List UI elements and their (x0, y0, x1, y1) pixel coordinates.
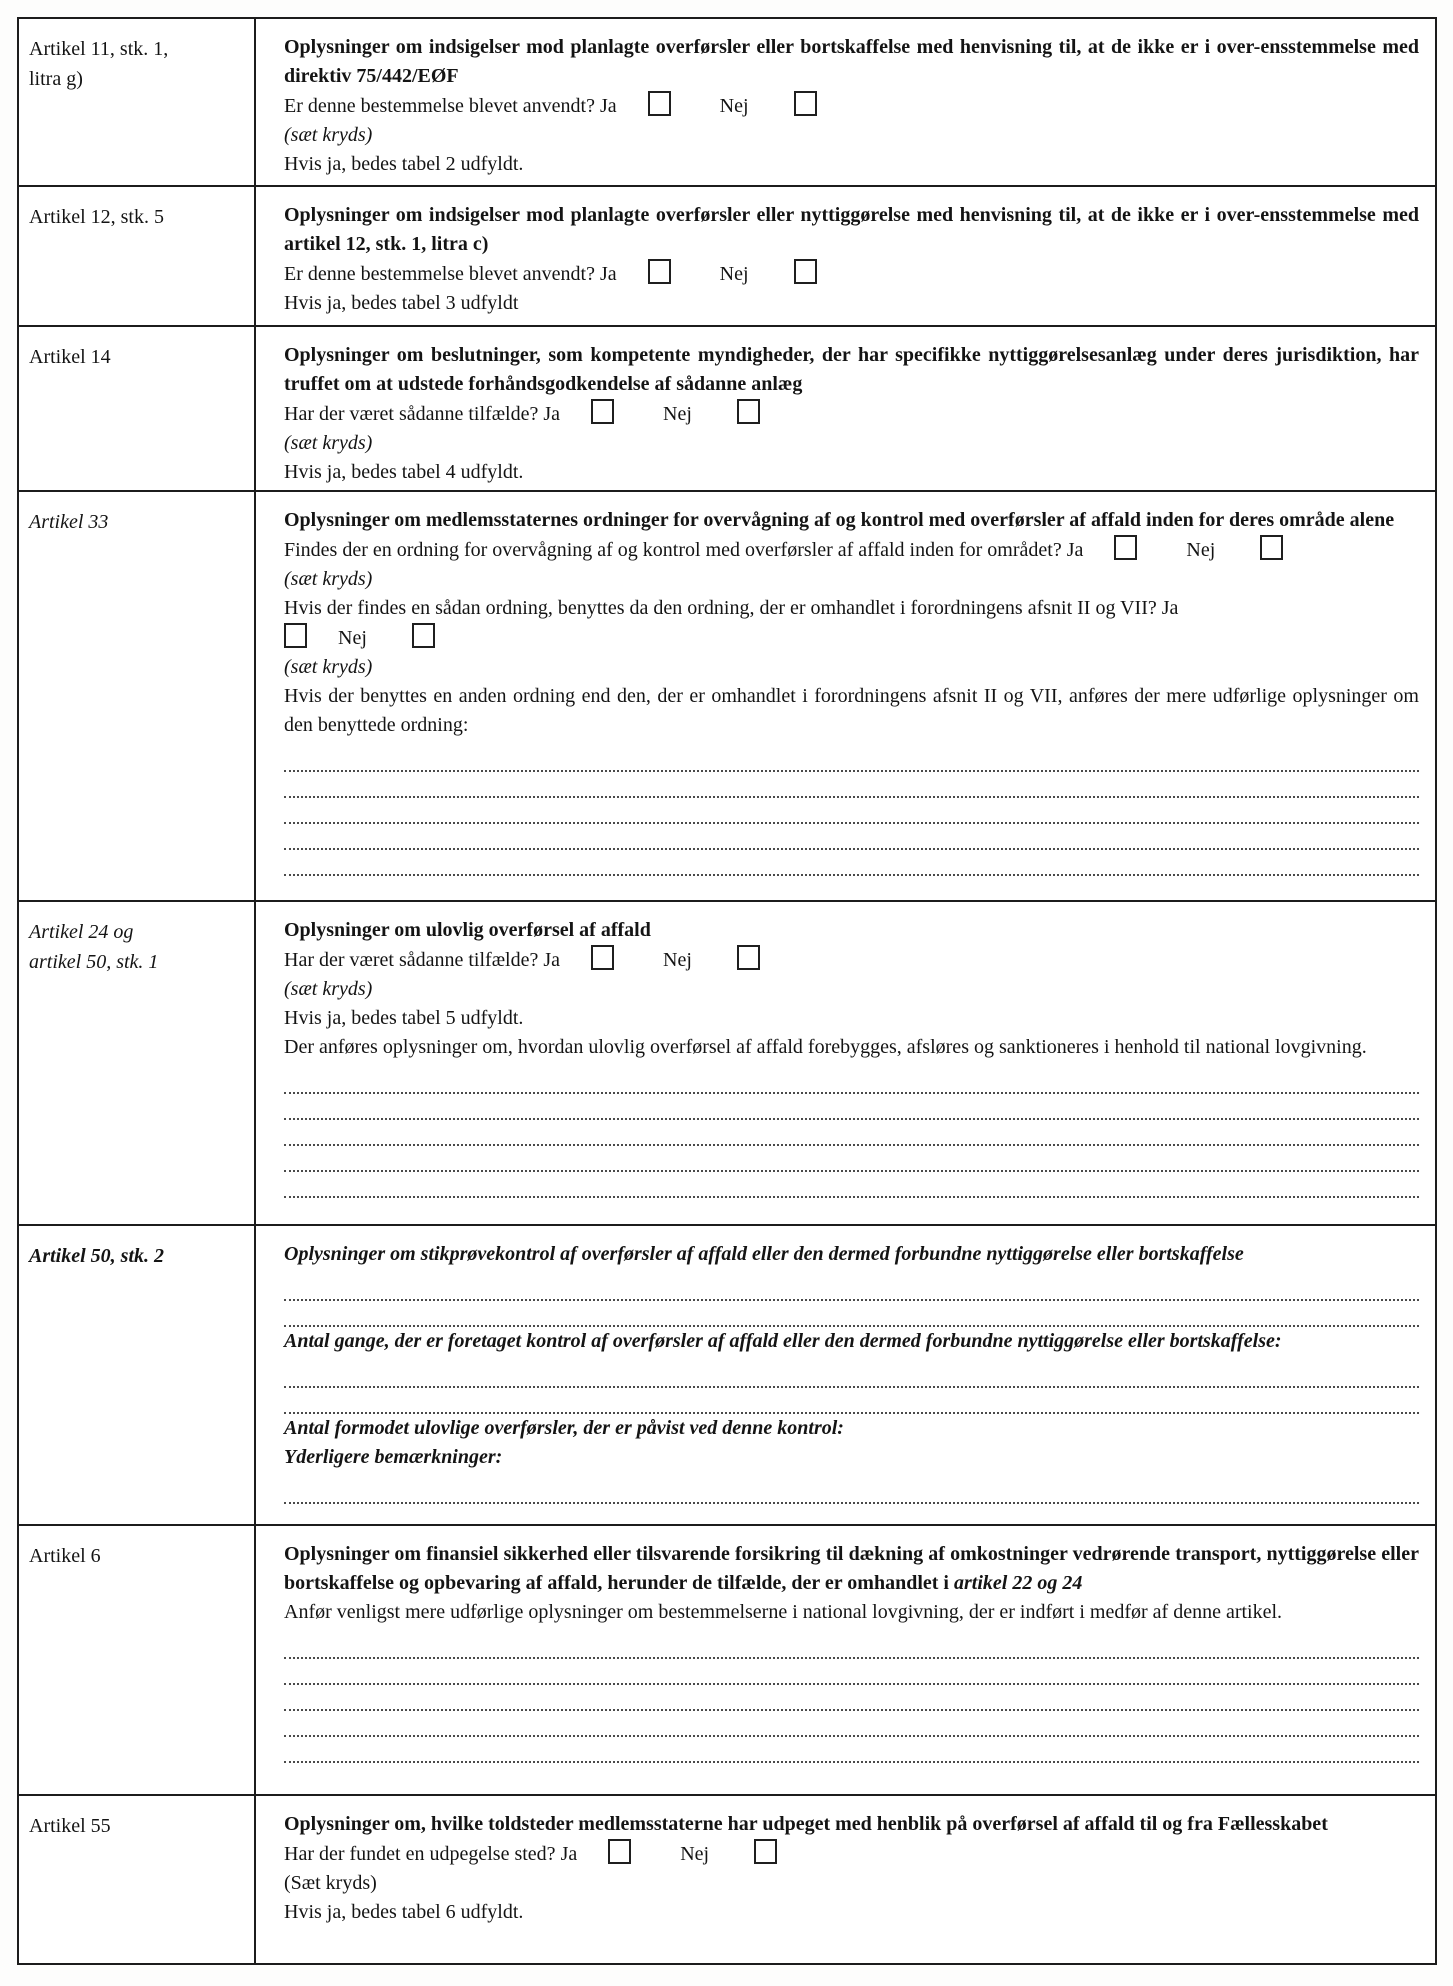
paragraph-text: Hvis der benyttes en anden ordning end den, der er omhandlet i forordningens afsnit II og VII, anføres der mere udførlige oplysninger om den benyttede ordning: (284, 685, 1419, 736)
question-line (284, 1839, 1419, 1869)
writing-area (284, 1362, 1419, 1414)
nej-label: Nej (719, 263, 749, 285)
content-cell (256, 1526, 1435, 1794)
article-reference: Artikel 11, stk. 1, (29, 38, 169, 60)
table-row (19, 492, 1435, 902)
dotted-writing-line (284, 1388, 1419, 1414)
checkbox-nej[interactable] (794, 259, 817, 284)
row-heading: Oplysninger om beslutninger, som kompetente myndigheder, der har specifikke nyttiggørelsesanlæg under deres jurisdiktion, har truffet om at udstede forhåndsgodkendelse af sådanne anlæg (284, 344, 1419, 395)
article-reference: artikel 50, stk. 1 (29, 951, 159, 973)
heading-text: Oplysninger om finansiel sikkerhed eller tilsvarende forsikring til dækning af omkostninger vedrørende transport, nyttiggørelse eller bortskaffelse og opbevaring af affald, herunder de tilfælde, der er omhandlet i (284, 1543, 1419, 1594)
question-line (284, 399, 1419, 429)
dotted-writing-line (284, 824, 1419, 850)
content-cell (256, 1226, 1435, 1524)
nej-label: Nej (338, 627, 367, 649)
table-row (19, 187, 1435, 327)
dotted-writing-line (284, 1711, 1419, 1737)
question-text: Har der været sådanne tilfælde? (284, 403, 539, 425)
form-table (17, 17, 1437, 1965)
checkbox-nej[interactable] (412, 623, 435, 648)
dotted-writing-line (284, 1120, 1419, 1146)
dotted-writing-line (284, 1301, 1419, 1327)
dotted-writing-line (284, 1633, 1419, 1659)
hint-text: Hvis ja, bedes tabel 4 udfyldt. (284, 461, 524, 483)
dotted-writing-line (284, 1068, 1419, 1094)
ja-label: Ja (543, 403, 561, 425)
content-cell (256, 492, 1435, 900)
row-heading: Oplysninger om stikprøvekontrol af overførsler af affald eller den dermed forbundne nyttiggørelse eller bortskaffelse (284, 1243, 1244, 1265)
checkbox-ja[interactable] (591, 399, 614, 424)
writing-area (284, 1068, 1419, 1198)
article-reference: Artikel 55 (29, 1815, 111, 1837)
heading-emphasis: artikel 22 og 24 (953, 1572, 1083, 1594)
field-label: Yderligere bemærkninger: (284, 1446, 503, 1468)
dotted-writing-line (284, 1094, 1419, 1120)
hint-text: Hvis ja, bedes tabel 5 udfyldt. (284, 1007, 524, 1029)
ja-label: Ja (1161, 597, 1179, 619)
article-reference: litra g) (29, 68, 83, 90)
content-cell (256, 19, 1435, 185)
nej-label: Nej (719, 95, 749, 117)
ja-label: Ja (600, 263, 617, 285)
question-text: Har der været sådanne tilfælde? (284, 949, 539, 971)
content-cell (256, 902, 1435, 1224)
checkbox-nej[interactable] (737, 945, 760, 970)
dotted-writing-line (284, 798, 1419, 824)
paragraph-text: Anfør venligst mere udførlige oplysninger om bestemmelserne i national lovgivning, der er indført i medfør af denne artikel. (284, 1601, 1283, 1623)
question-line (284, 945, 1419, 975)
article-cell (19, 327, 256, 490)
question-text: Findes der en ordning for overvågning af og kontrol med overførsler af affald inden for området? (284, 539, 1062, 561)
row-heading (284, 1540, 1419, 1598)
article-reference: Artikel 24 og (29, 921, 134, 943)
article-reference: Artikel 12, stk. 5 (29, 206, 164, 228)
dotted-writing-line (284, 1172, 1419, 1198)
row-heading: Oplysninger om ulovlig overførsel af affald (284, 919, 651, 941)
question-checkbox-line (284, 623, 1419, 653)
nej-label: Nej (1186, 539, 1216, 561)
question-line (284, 259, 1419, 289)
hint-text: Hvis ja, bedes tabel 3 udfyldt (284, 292, 519, 314)
article-cell (19, 187, 256, 325)
dotted-writing-line (284, 1362, 1419, 1388)
question-line (284, 594, 1419, 623)
content-cell (256, 1796, 1435, 1963)
checkbox-ja[interactable] (284, 623, 307, 648)
dotted-writing-line (284, 850, 1419, 876)
table-row (19, 902, 1435, 1226)
writing-area (284, 1633, 1419, 1763)
dotted-writing-line (284, 1659, 1419, 1685)
writing-area (284, 1275, 1419, 1327)
article-cell (19, 492, 256, 900)
content-cell (256, 187, 1435, 325)
row-heading: Oplysninger om, hvilke toldsteder medlemsstaterne har udpeget med henblik på overførsel af affald til og fra Fællesskabet (284, 1813, 1328, 1835)
writing-area (284, 746, 1419, 876)
hint-text: Hvis ja, bedes tabel 6 udfyldt. (284, 1901, 524, 1923)
question-text: Hvis der findes en sådan ordning, benyttes da den ordning, der er omhandlet i forordningens afsnit II og VII? (284, 597, 1157, 619)
ja-label: Ja (1066, 539, 1084, 561)
table-row (19, 1226, 1435, 1526)
table-row (19, 1526, 1435, 1796)
checkbox-nej[interactable] (1260, 535, 1283, 560)
nej-label: Nej (680, 1843, 710, 1865)
question-text: Har der fundet en udpegelse sted? (284, 1843, 556, 1865)
checkbox-nej[interactable] (754, 1839, 777, 1864)
dotted-writing-line (284, 1685, 1419, 1711)
content-cell (256, 327, 1435, 490)
writing-area (284, 1478, 1419, 1524)
dotted-writing-line (284, 746, 1419, 772)
article-reference: Artikel 6 (29, 1545, 101, 1567)
checkbox-nej[interactable] (737, 399, 760, 424)
checkbox-ja[interactable] (648, 91, 671, 116)
hint-text: Hvis ja, bedes tabel 2 udfyldt. (284, 153, 524, 175)
dotted-writing-line (284, 1275, 1419, 1301)
checkbox-ja[interactable] (591, 945, 614, 970)
field-label: Antal gange, der er foretaget kontrol af overførsler af affald eller den dermed forbundne nyttiggørelse eller bortskaffelse: (284, 1330, 1282, 1352)
row-heading: Oplysninger om indsigelser mod planlagte overførsler eller bortskaffelse med henvisning til, at de ikke er i over-ensstemmelse med direktiv 75/442/EØF (284, 36, 1419, 87)
article-reference: Artikel 33 (29, 511, 109, 533)
checkbox-ja[interactable] (1114, 535, 1137, 560)
row-heading: Oplysninger om indsigelser mod planlagte overførsler eller nyttiggørelse med henvisning til, at de ikke er i over-ensstemmelse med artikel 12, stk. 1, litra c) (284, 204, 1419, 255)
checkbox-ja[interactable] (608, 1839, 631, 1864)
article-cell (19, 902, 256, 1224)
question-text: Er denne bestemmelse blevet anvendt? (284, 263, 595, 285)
note-saet-kryds: (sæt kryds) (284, 432, 373, 454)
article-cell (19, 1796, 256, 1963)
note-saet-kryds: (sæt kryds) (284, 656, 373, 678)
dotted-writing-line (284, 1737, 1419, 1763)
row-heading: Oplysninger om medlemsstaternes ordninger for overvågning af og kontrol med overførsler af affald inden for deres område alene (284, 509, 1395, 531)
article-cell (19, 1526, 256, 1794)
note-saet-kryds: (sæt kryds) (284, 978, 373, 1000)
dotted-writing-line (284, 772, 1419, 798)
article-cell (19, 1226, 256, 1524)
dotted-writing-line (284, 1478, 1419, 1504)
note-saet-kryds: (Sæt kryds) (284, 1872, 377, 1894)
note-saet-kryds: (sæt kryds) (284, 568, 373, 590)
question-line (284, 535, 1419, 565)
table-row (19, 19, 1435, 187)
field-label: Antal formodet ulovlige overførsler, der er påvist ved denne kontrol: (284, 1417, 844, 1439)
paragraph-text: Der anføres oplysninger om, hvordan ulovlig overførsel af affald forebygges, afsløres og sanktioneres i henhold til national lovgivning. (284, 1036, 1367, 1058)
article-cell (19, 19, 256, 185)
table-row (19, 1796, 1435, 1963)
table-row (19, 327, 1435, 492)
nej-label: Nej (663, 403, 692, 425)
question-text: Er denne bestemmelse blevet anvendt? (284, 95, 595, 117)
checkbox-ja[interactable] (648, 259, 671, 284)
note-saet-kryds: (sæt kryds) (284, 124, 373, 146)
article-reference: Artikel 50, stk. 2 (29, 1245, 165, 1267)
nej-label: Nej (663, 949, 692, 971)
ja-label: Ja (560, 1843, 578, 1865)
checkbox-nej[interactable] (794, 91, 817, 116)
question-line (284, 91, 1419, 121)
dotted-writing-line (284, 1504, 1419, 1524)
dotted-writing-line (284, 1146, 1419, 1172)
ja-label: Ja (543, 949, 561, 971)
article-reference: Artikel 14 (29, 346, 111, 368)
ja-label: Ja (600, 95, 617, 117)
